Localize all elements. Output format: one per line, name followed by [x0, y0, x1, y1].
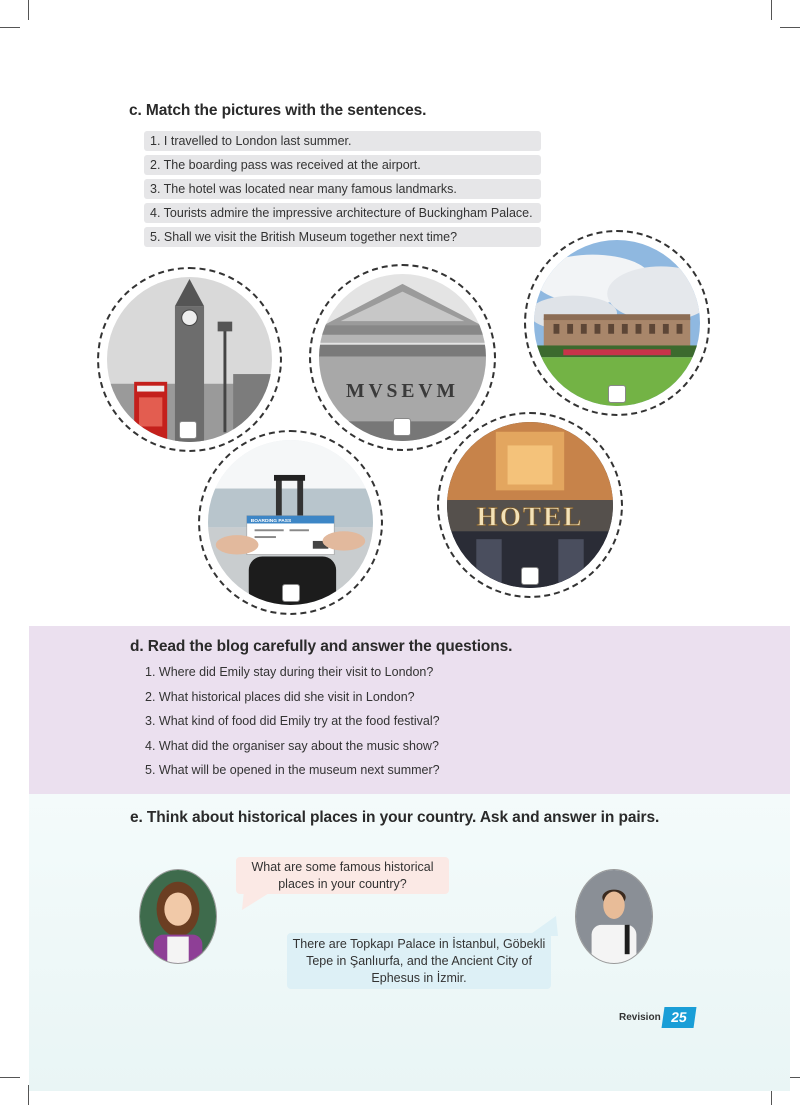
footer-label: Revision [619, 1012, 661, 1023]
crop-mark [0, 27, 20, 28]
section-e-heading: e. Think about historical places in your country. Ask and answer in pairs. [130, 809, 660, 826]
page-number-badge: 25 [662, 1007, 697, 1028]
question-item: 4. What did the organiser say about the music show? [145, 738, 439, 753]
sentence-list [144, 131, 541, 251]
question-item: 2. What historical places did she visit in London? [145, 689, 415, 704]
picture-big-ben [97, 267, 282, 452]
answer-box[interactable] [608, 385, 626, 403]
sentence-item: 3. The hotel was located near many famous landmarks. [144, 179, 541, 199]
speech-bubble-question [236, 857, 449, 894]
hotel-sign-text: HOTEL [476, 501, 584, 532]
bubble-tail [520, 916, 560, 936]
answer-box[interactable] [282, 584, 300, 602]
sentence-item: 5. Shall we visit the British Museum together next time? [144, 227, 541, 247]
bubble-answer-line: Tepe in Şanlıurfa, and the Ancient City of [306, 954, 532, 968]
avatar-girl [139, 869, 217, 964]
boarding-pass-title: BOARDING PASS [250, 519, 292, 525]
bubble-answer-line: Ephesus in İzmir. [371, 971, 467, 985]
crop-mark [771, 0, 772, 20]
bubble-question-line: What are some famous historical [251, 860, 434, 874]
question-item: 3. What kind of food did Emily try at the food festival? [145, 714, 440, 728]
sentence-item: 2. The boarding pass was received at the airport. [144, 155, 541, 175]
section-d-heading: d. Read the blog carefully and answer the questions. [130, 638, 513, 655]
question-item: 1. Where did Emily stay during their visit to London? [145, 665, 434, 679]
sentence-item: 4. Tourists admire the impressive architecture of Buckingham Palace. [144, 203, 541, 223]
speech-bubble-answer [287, 933, 551, 989]
museum-sign-text: MVSEVM [346, 379, 459, 402]
question-item: 5. What will be opened in the museum next summer? [145, 763, 440, 777]
crop-mark [780, 27, 800, 28]
boarding-pass-photo [208, 440, 373, 605]
picture-boarding-pass [198, 430, 383, 615]
answer-box[interactable] [521, 567, 539, 585]
crop-mark [0, 1077, 20, 1078]
section-c-heading: c. Match the pictures with the sentences. [129, 102, 427, 119]
avatar-boy [575, 869, 653, 964]
bubble-question-line: places in your country? [278, 877, 407, 891]
museum-photo [319, 274, 486, 441]
crop-mark [28, 0, 29, 20]
sentence-item: 1. I travelled to London last summer. [144, 131, 541, 151]
hotel-photo [447, 422, 613, 588]
picture-museum [309, 264, 496, 451]
bubble-answer-line: There are Topkapı Palace in İstanbul, Göbekli [292, 937, 546, 951]
big-ben-photo [107, 277, 272, 442]
answer-box[interactable] [393, 418, 411, 436]
bubble-tail [240, 890, 280, 912]
picture-hotel [437, 412, 623, 598]
answer-box[interactable] [179, 421, 197, 439]
question-list [145, 663, 440, 786]
palace-photo [534, 240, 700, 406]
picture-buckingham-palace [524, 230, 710, 416]
